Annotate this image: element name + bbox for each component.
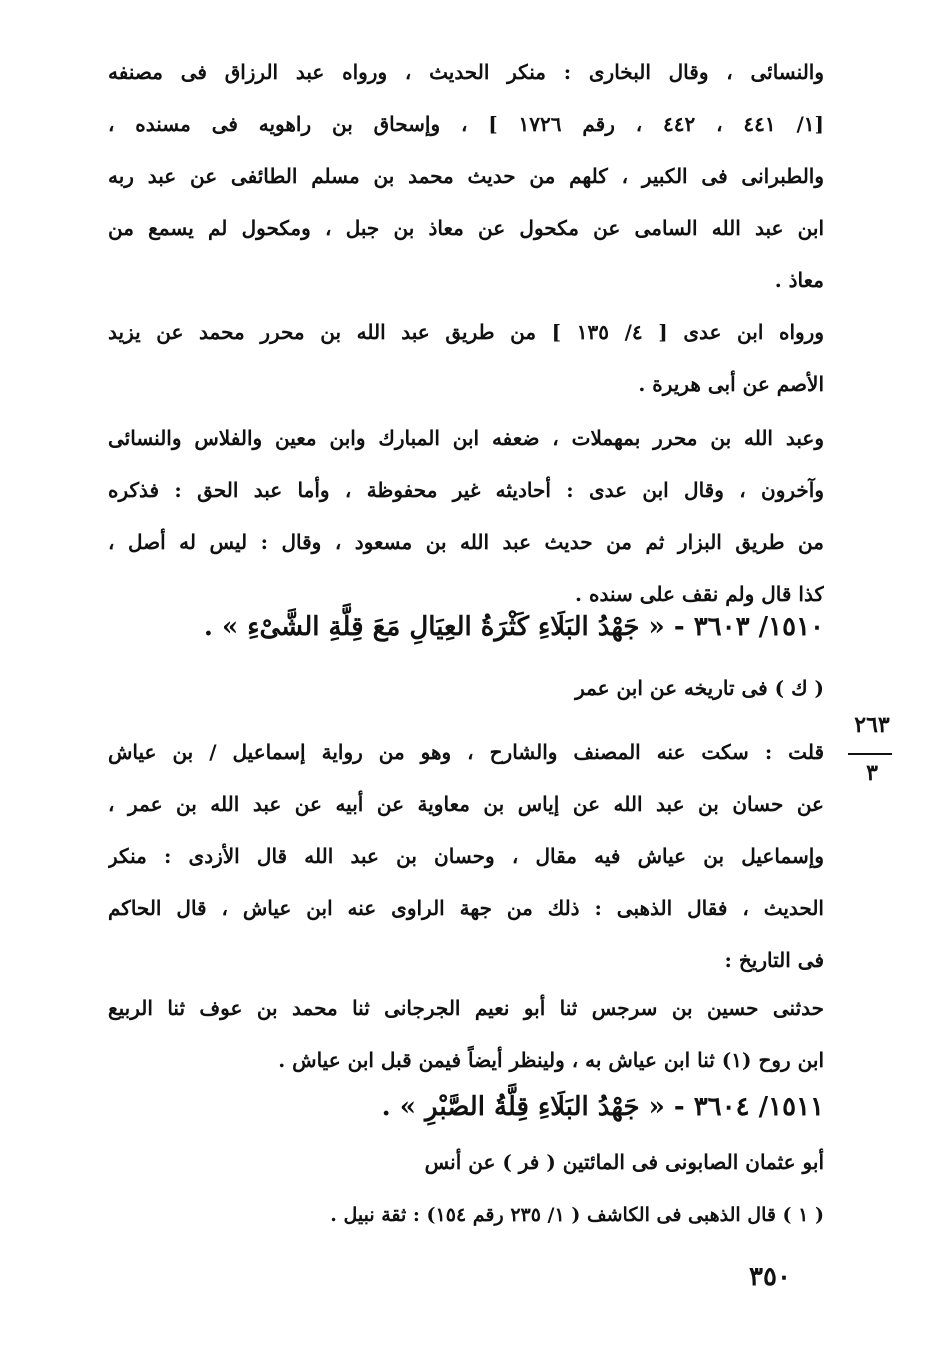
text-line: معاذ .: [774, 268, 824, 292]
text-line: ورواه ابن عدى [ ٤/ ١٣٥ ] من طريق عبد الله بن محرر محمد عن يزيد: [108, 320, 824, 344]
text-line: من طريق البزار ثم من حديث عبد الله بن مسعود ، وقال : ليس له أصل ،: [108, 530, 824, 554]
margin-divider: [848, 753, 892, 755]
hadith-source-1510: ( ك ) فى تاريخه عن ابن عمر: [575, 676, 824, 700]
text-line: عن حسان بن عبد الله عن إياس بن معاوية عن أبيه عن عبد الله بن عمر ،: [108, 792, 824, 816]
text-line: [١/ ٤٤١ ، ٤٤٢ ، رقم ١٧٢٦ ] ، وإسحاق بن راهويه فى مسنده ،: [108, 112, 824, 136]
text-line: وآخرون ، وقال ابن عدى : أحاديثه غير محفوظة ، وأما عبد الحق : فذكره: [108, 478, 824, 502]
margin-reference-bottom: ٣: [866, 760, 878, 786]
text-line: وإسماعيل بن عياش فيه مقال ، وحسان بن عبد الله قال الأزدى : منكر: [108, 844, 824, 868]
paragraph-muharrar: [108, 412, 824, 620]
page-number: ٣٥٠: [749, 1262, 791, 1292]
text-line: ابن روح (١) ثنا ابن عياش به ، ولينظر أيضاً فيمن قبل ابن عياش .: [278, 1048, 824, 1072]
text-line: والطبرانى فى الكبير ، كلهم من حديث محمد بن مسلم الطائفى عن عبد ربه: [108, 164, 824, 188]
text-line: الأصم عن أبى هريرة .: [638, 372, 824, 396]
hadith-heading-1511: ١٥١١/ ٣٦٠٤ - « جَهْدُ البَلَاءِ قِلَّةُ الصَّبْرِ » .: [381, 1092, 824, 1122]
text-line: والنسائى ، وقال البخارى : منكر الحديث ، ورواه عبد الرزاق فى مصنفه: [108, 60, 824, 84]
text-line: ابن عبد الله السامى عن مكحول عن معاذ بن جبل ، ومكحول لم يسمع من: [108, 216, 824, 240]
qult-label: قلت :: [764, 740, 824, 764]
hadith-source-1511: أبو عثمان الصابونى فى المائتين ( فر ) عن أنس: [424, 1150, 824, 1174]
paragraph-hakim-isnad: [108, 982, 824, 1086]
margin-reference-top: ٢٦٣: [854, 712, 890, 738]
text-line: الحديث ، فقال الذهبى : ذلك من جهة الراوى عنه ابن عياش ، قال الحاكم: [108, 896, 824, 920]
text-line: وعبد الله بن محرر بمهملات ، ضعفه ابن المبارك وابن معين والفلاس والنسائى: [108, 426, 824, 450]
text-line: [108, 726, 824, 778]
paragraph-ibn-adi: [108, 306, 824, 410]
text-line: حدثنى حسين بن سرجس ثنا أبو نعيم الجرجانى ثنا محمد بن عوف ثنا الربيع: [108, 996, 824, 1020]
qult-text: سكت عنه المصنف والشارح ، وهو من رواية إسماعيل / بن عياش: [108, 740, 765, 764]
text-line: فى التاريخ :: [724, 948, 824, 972]
hadith-heading-1510: ١٥١٠/ ٣٦٠٣ - « جَهْدُ البَلَاءِ كَثْرَةُ العِيَالِ مَعَ قِلَّةِ الشَّىْءِ » .: [203, 612, 824, 642]
text-line: كذا قال ولم نقف على سنده .: [575, 582, 824, 606]
footnote: ( ١ ) قال الذهبى فى الكاشف ( ١/ ٢٣٥ رقم ١٥٤) : ثقة نبيل .: [330, 1204, 824, 1226]
paragraph-qult: [108, 726, 824, 986]
paragraph-sources: [108, 46, 824, 306]
